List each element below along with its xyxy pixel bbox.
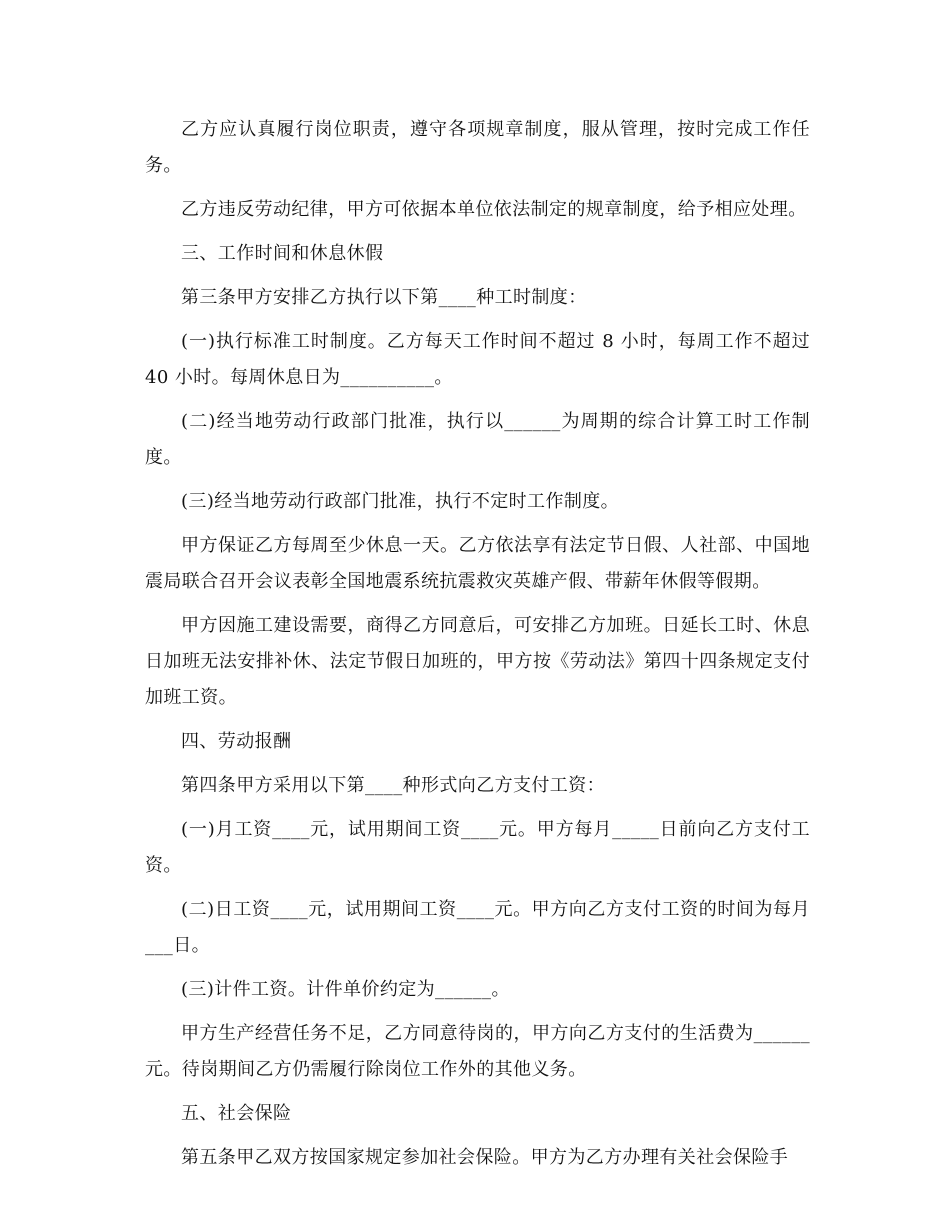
- paragraph-article-3: 第三条甲方安排乙方执行以下第____种工时制度：: [181, 287, 587, 308]
- paragraph-duty: 乙方应认真履行岗位职责，遵守各项规章制度，服从管理，按时完成工作任务。: [145, 119, 810, 176]
- paragraph-article-4: 第四条甲方采用以下第____种形式向乙方支付工资：: [181, 775, 605, 796]
- paragraph-article-5: 第五条甲乙双方按国家规定参加社会保险。甲方为乙方办理有关社会保险手: [181, 1147, 789, 1168]
- document-body: [145, 112, 810, 1184]
- paragraph-discipline: 乙方违反劳动纪律，甲方可依据本单位依法制定的规章制度，给予相应处理。: [181, 199, 807, 220]
- paragraph-rest-days: 甲方保证乙方每周至少休息一天。乙方依法享有法定节日假、人社部、中国地震局联合召开会议表彰全国地震系统抗震救灾英雄产假、带薪年休假等假期。: [145, 535, 810, 592]
- paragraph-standby: 甲方生产经营任务不足，乙方同意待岗的，甲方向乙方支付的生活费为______元。待岗期间乙方仍需履行除岗位工作外的其他义务。: [145, 1023, 810, 1080]
- paragraph-piece-wage: (三)计件工资。计件单价约定为______。: [181, 979, 510, 1000]
- paragraph-overtime: 甲方因施工建设需要，商得乙方同意后，可安排乙方加班。日延长工时、休息日加班无法安排补休、法定节假日加班的，甲方按《劳动法》第四十四条规定支付加班工资。: [145, 615, 810, 708]
- section-heading-remuneration: 四、劳动报酬: [181, 731, 292, 752]
- paragraph-standard-hours: (一)执行标准工时制度。乙方每天工作时间不超过 8 小时，每周工作不超过 40 小时。每周休息日为__________。: [145, 331, 810, 388]
- paragraph-daily-wage: (二)日工资____元，试用期间工资____元。甲方向乙方支付工资的时间为每月___日。: [145, 899, 810, 956]
- paragraph-comprehensive-hours: (二)经当地劳动行政部门批准，执行以______为周期的综合计算工时工作制度。: [145, 411, 810, 468]
- section-heading-work-hours: 三、工作时间和休息休假: [181, 243, 384, 264]
- section-heading-social-insurance: 五、社会保险: [181, 1103, 292, 1124]
- paragraph-flexible-hours: (三)经当地劳动行政部门批准，执行不定时工作制度。: [181, 491, 620, 512]
- paragraph-monthly-wage: (一)月工资____元，试用期间工资____元。甲方每月_____日前向乙方支付工资。: [145, 819, 810, 876]
